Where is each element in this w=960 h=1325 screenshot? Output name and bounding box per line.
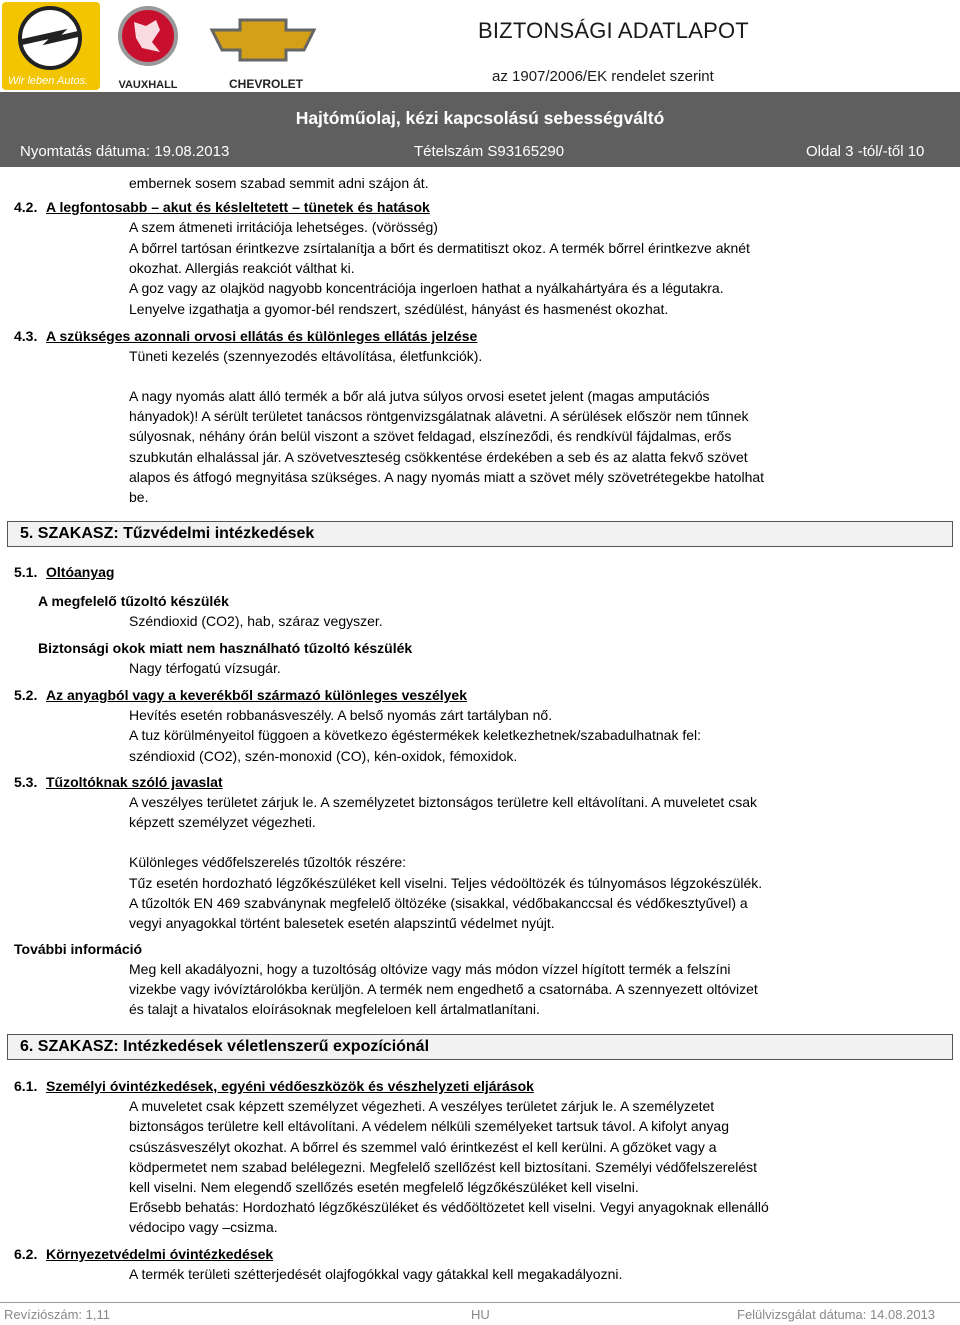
revision-number: Revíziószám: 1,11 [4,1307,110,1322]
body-line: Hevítés esetén robbanásveszély. A belső nyomás zárt tartályban nő. [129,707,553,723]
subsection-number: 4.3. [14,328,38,344]
field-label: Biztonsági okok miatt nem használható tűzoltó készülék [38,640,413,656]
body-line: A termék területi szétterjedését olajfogókkal vagy gátakkal kell megakadályozni. [129,1266,623,1282]
body-line: védocipo vagy –csizma. [129,1219,278,1235]
subsection-number: 5.1. [14,564,38,580]
body-line: A bőrrel tartósan érintkezve zsírtalanítja a bőrt és dermatitiszt okoz. A termék bőrrel érintkezve aknét [129,240,750,256]
body-line: A veszélyes területet zárjuk le. A személyzetet biztonságos területre kell eltávolítani. A muveletet csak [129,794,757,810]
body-line: Tűz esetén hordozható légzőkészüléket kell viselni. Teljes védoöltözék és túlnyomásos légzokészülék. [129,875,763,891]
body-line: Nagy térfogatú vízsugár. [129,660,281,676]
body-line: be. [129,489,149,505]
opel-logo [2,2,100,90]
body-line: Lenyelve izgathatja a gyomor-bél rendszert, szédülést, hányást és hasmenést okozhat. [129,301,669,317]
body-line: ködpermetet nem szabad belélegezni. Megfelelő szellőzést kell biztosítani. Személyi védőfelszerelést [129,1159,757,1175]
body-line: Erősebb behatás: Hordozható légzőkészüléket és védőöltözetet kell viselni. Vegyi anyagoknak ellenálló [129,1199,769,1215]
footer-divider [0,1302,960,1303]
body-line: Tüneti kezelés (szennyezodés eltávolítása, életfunkciók). [129,348,483,364]
subsection-heading: A szükséges azonnali orvosi ellátás és különleges ellátás jelzése [46,328,478,344]
field-label: További információ [14,941,143,957]
subsection-heading: Környezetvédelmi óvintézkedések [46,1246,274,1262]
body-line: szubkután elhalással jár. A szövetveszteség csökkentése érdekében a seb és az alatta fekvő szövet [129,449,748,465]
body-line: A goz vagy az olajköd nagyobb koncentrációja ingerloen hathat a nyálkahártyára és a légutakra. [129,280,724,296]
body-line: hányadok)! A sérült területet tanácsos röntgenvizsgálatnak alávetni. A sérülések először nem tűnnek [129,408,749,424]
regulation-subtitle: az 1907/2006/EK rendelet szerint [492,68,714,85]
subsection-heading: A legfontosabb – akut és késleltetett – tünetek és hatások [46,199,430,215]
body-line: vegyi anyagokkal történt balesetek esetén alapszintű védelmet nyújt. [129,915,555,931]
section-title: 6. SZAKASZ: Intézkedések véletlenszerű expozíciónál [20,1038,430,1055]
body-line: súlyosnak, néhány órán belül viszont a szövet feldagad, elszíneződi, és rendkívül fájdalmas, erős [129,428,732,444]
chevrolet-logo [212,20,314,91]
subsection-number: 4.2. [14,199,38,215]
subsection-number: 5.3. [14,774,38,790]
body-line: alapos és átfogó megnyitása szükséges. A nagy nyomás miatt a szövet mély szövetrétegekbe hatolhat [129,469,765,485]
body-line: embernek sosem szabad semmit adni szájon át. [129,175,429,191]
body-line: vizekbe vagy ivóvíztárolókba kerüljön. A termék nem engedhető a csatornába. A szennyezett oltóvizet [129,981,758,997]
review-date: Felülvizsgálat dátuma: 14.08.2013 [737,1307,936,1322]
brand-logos [0,0,330,92]
item-number: Tételszám S93165290 [414,143,565,160]
body-line: képzett személyzet végezheti. [129,814,316,830]
subsection-heading: Személyi óvintézkedések, egyéni védőeszközök és vészhelyzeti eljárások [46,1078,534,1094]
body-line: kell viselni. Nem elegendő szellőzés esetén megfelelő légzőkészüléket kell viselni. [129,1179,639,1195]
section-5-header [7,521,953,547]
body-line: Széndioxid (CO2), hab, száraz vegyszer. [129,613,383,629]
body-line: okozhat. Allergiás reakciót válthat ki. [129,260,355,276]
page-number: Oldal 3 -tól/-től 10 [806,143,925,160]
subsection-number: 6.2. [14,1246,38,1262]
body-line: A tűzoltók EN 469 szabványnak megfelelő öltözéke (sisakkal, védőbakanccsal és védőkesztyűvel) a [129,895,748,911]
field-label: A megfelelő tűzoltó készülék [38,593,229,609]
body-line: A nagy nyomás alatt álló termék a bőr alá jutva súlyos orvosi esetet jelent (magas amputációs [129,388,710,404]
body-line: Különleges védőfelszerelés tűzoltók részére: [129,854,407,870]
subsection-heading: Tűzoltóknak szóló javaslat [46,774,223,790]
product-name: Hajtóműolaj, kézi kapcsolású sebességváltó [295,108,665,128]
svg-text:VAUXHALL: VAUXHALL [118,79,178,91]
body-line: csúszásveszélyt okozhat. A bőrrel és szemmel való érintkezést el kell kerülni. A gőzöket vagy a [129,1139,717,1155]
body-line: A tuz körülményeitol függoen a következo égéstermékek keletkezhetnek/szabadulhatnak fel: [129,727,702,743]
body-line: A szem átmeneti irritációja lehetséges. (vörösség) [129,219,438,235]
subsection-number: 6.1. [14,1078,38,1094]
svg-text:CHEVROLET: CHEVROLET [228,77,304,91]
body-line: széndioxid (CO2), szén-monoxid (CO), kén-oxidok, fémoxidok. [129,748,518,764]
subsection-number: 5.2. [14,687,38,703]
body-line: Meg kell akadályozni, hogy a tuzoltóság oltóvize vagy más módon vízzel hígított termék a felszíni [129,961,731,977]
body-line: és talajt a hivatalos eloírásoknak megfeleloen kell ártalmatlanítani. [129,1001,540,1017]
language-code: HU [471,1307,490,1322]
section-6-header [7,1034,953,1060]
subsection-heading: Az anyagból vagy a keverékből származó különleges veszélyek [46,687,467,703]
subsection-heading: Oltóanyag [46,564,115,580]
section-title: 5. SZAKASZ: Tűzvédelmi intézkedések [20,525,315,542]
svg-text:Wir leben Autos.: Wir leben Autos. [8,75,89,87]
print-date: Nyomtatás dátuma: 19.08.2013 [20,143,230,160]
body-line: biztonságos területre kell eltávolítani. A védelem nélküli személyeket tartsuk távol. A kifolyt anyag [129,1118,729,1134]
body-line: A muveletet csak képzett személyzet végezheti. A veszélyes területet zárjuk le. A személyzetet [129,1098,715,1114]
vauxhall-logo [118,8,177,91]
document-title: BIZTONSÁGI ADATLAPOT [478,18,749,43]
